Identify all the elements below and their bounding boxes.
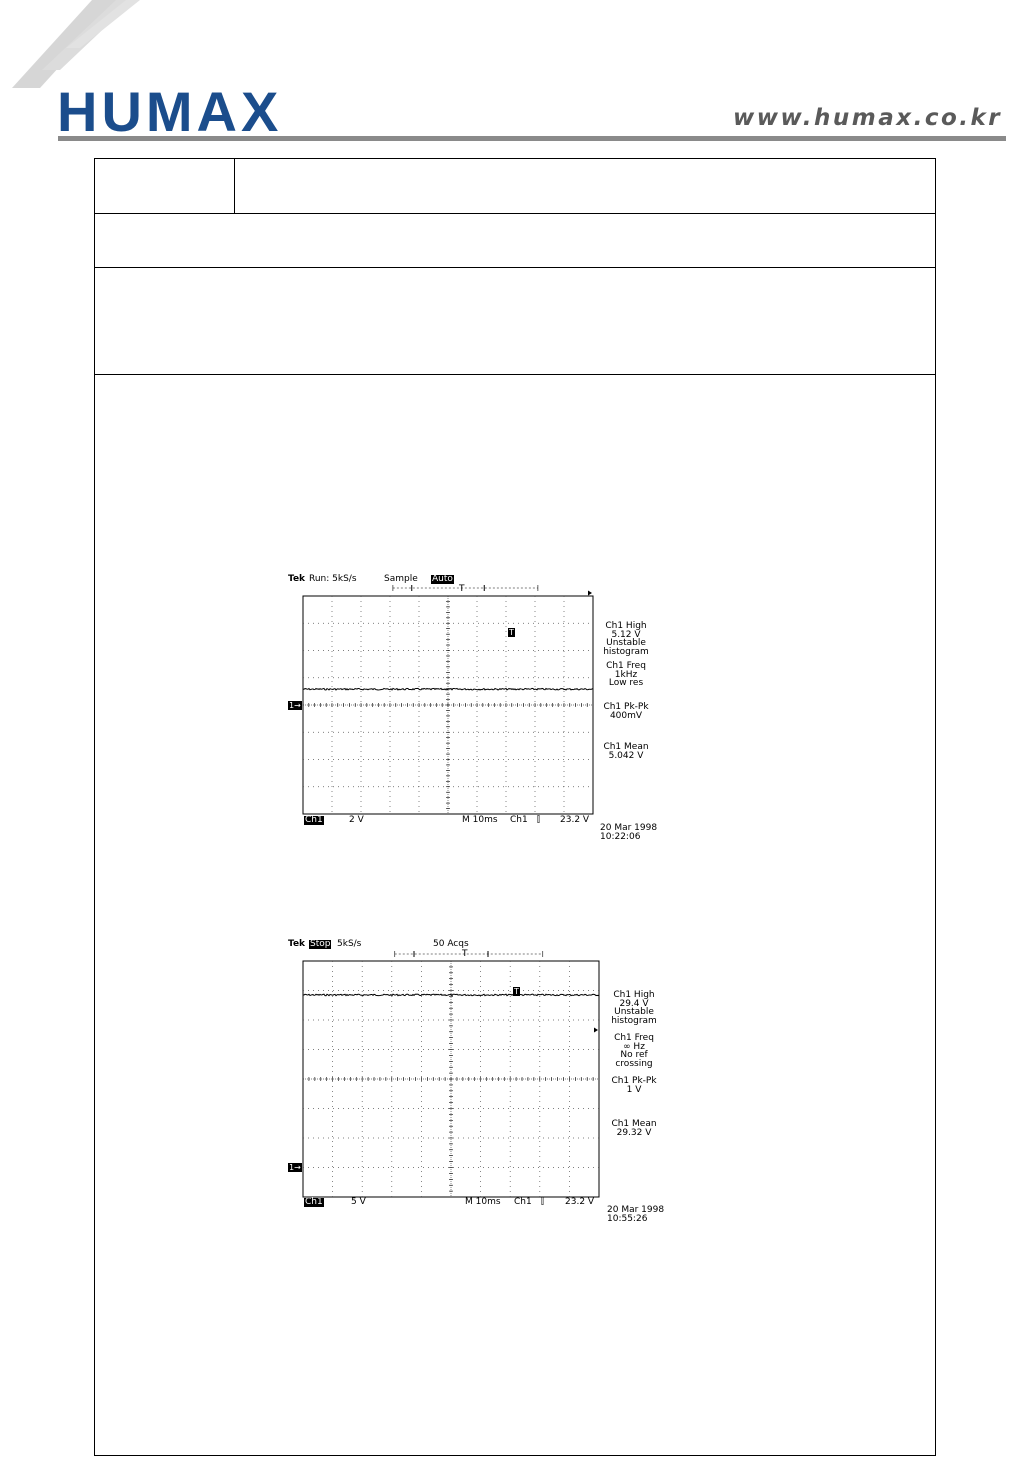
logo-stripes [0,0,140,90]
scope-2-trigger-marker: T [462,949,468,959]
scope-2-ground-marker: 1→ [289,1163,301,1172]
scope-2-trigger-channel: Ch1 [514,1197,532,1207]
scope-1-trigger-point-marker: T [509,628,514,637]
scope-1-run-state: Run: 5kS/s [309,574,357,584]
scope-1-mode: Sample [384,574,418,584]
scope-1-trigger-mode: Auto [432,574,453,584]
scope-1-trigger-marker: T [459,584,465,594]
oscilloscope-capture-1 [285,572,665,844]
scope-1-readout-high: Ch1 High 5.12 V Unstable histogram [603,621,649,657]
scope-1-readout-freq: Ch1 Freq 1kHz Low res [606,661,646,688]
scope-1-channel: Ch1 [305,815,323,825]
trigger-level-arrow [594,1028,598,1033]
scope-2-run-state: Stop [310,939,331,949]
scope-2-time: 10:55:26 [607,1214,648,1224]
scope-1-readout-pkpk: Ch1 Pk-Pk 400mV [603,702,649,721]
scope-2-timebase: M 10ms [465,1197,501,1207]
scope-2-trigger-slope: ⫿ [541,1197,544,1207]
scope-2-trigger-point-marker: T [514,987,519,996]
scope-1-ground-marker: 1→ [289,701,301,710]
scope-1-date: 20 Mar 1998 [600,823,658,833]
scope-1-timebase: M 10ms [462,815,498,825]
form-cell-label [95,159,235,213]
scope-1-brand: Tek [288,574,306,584]
form-row-3 [95,268,935,375]
trigger-level-arrow [588,591,592,596]
scope-2-volts-div: 5 V [351,1197,366,1207]
scope-1-time: 10:22:06 [600,832,641,842]
site-url[interactable]: www.humax.co.kr [733,105,1003,131]
scope-2-acqs: 50 Acqs [433,939,469,949]
scope-2-date: 20 Mar 1998 [607,1205,665,1215]
logo-text: HUMAX [57,85,283,135]
scope-2-readout-pkpk: Ch1 Pk-Pk 1 V [611,1076,657,1095]
scope-1-readout-mean: Ch1 Mean 5.042 V [603,742,649,761]
scope-1-trigger-channel: Ch1 [510,815,528,825]
form-row-1 [95,159,935,214]
scope-2-readout-mean: Ch1 Mean 29.32 V [611,1119,657,1138]
form-row-2 [95,214,935,268]
humax-logo [55,85,335,135]
scope-2-sample-rate: 5kS/s [337,939,362,949]
scope-1-volts-div: 2 V [349,815,364,825]
scope-2-readout-freq: Ch1 Freq ∞ Hz No ref crossing [614,1033,654,1069]
scope-2-readout-high: Ch1 High 29.4 V Unstable histogram [611,990,657,1026]
scope-1-trigger-slope: ⫿ [537,815,540,825]
scope-2-brand: Tek [288,939,306,949]
oscilloscope-capture-2 [285,937,675,1227]
scope-2-channel: Ch1 [305,1197,323,1207]
scope-2-trigger-level: 23.2 V [565,1197,595,1207]
scope-1-trigger-level: 23.2 V [560,815,590,825]
header-rule [58,136,1006,141]
